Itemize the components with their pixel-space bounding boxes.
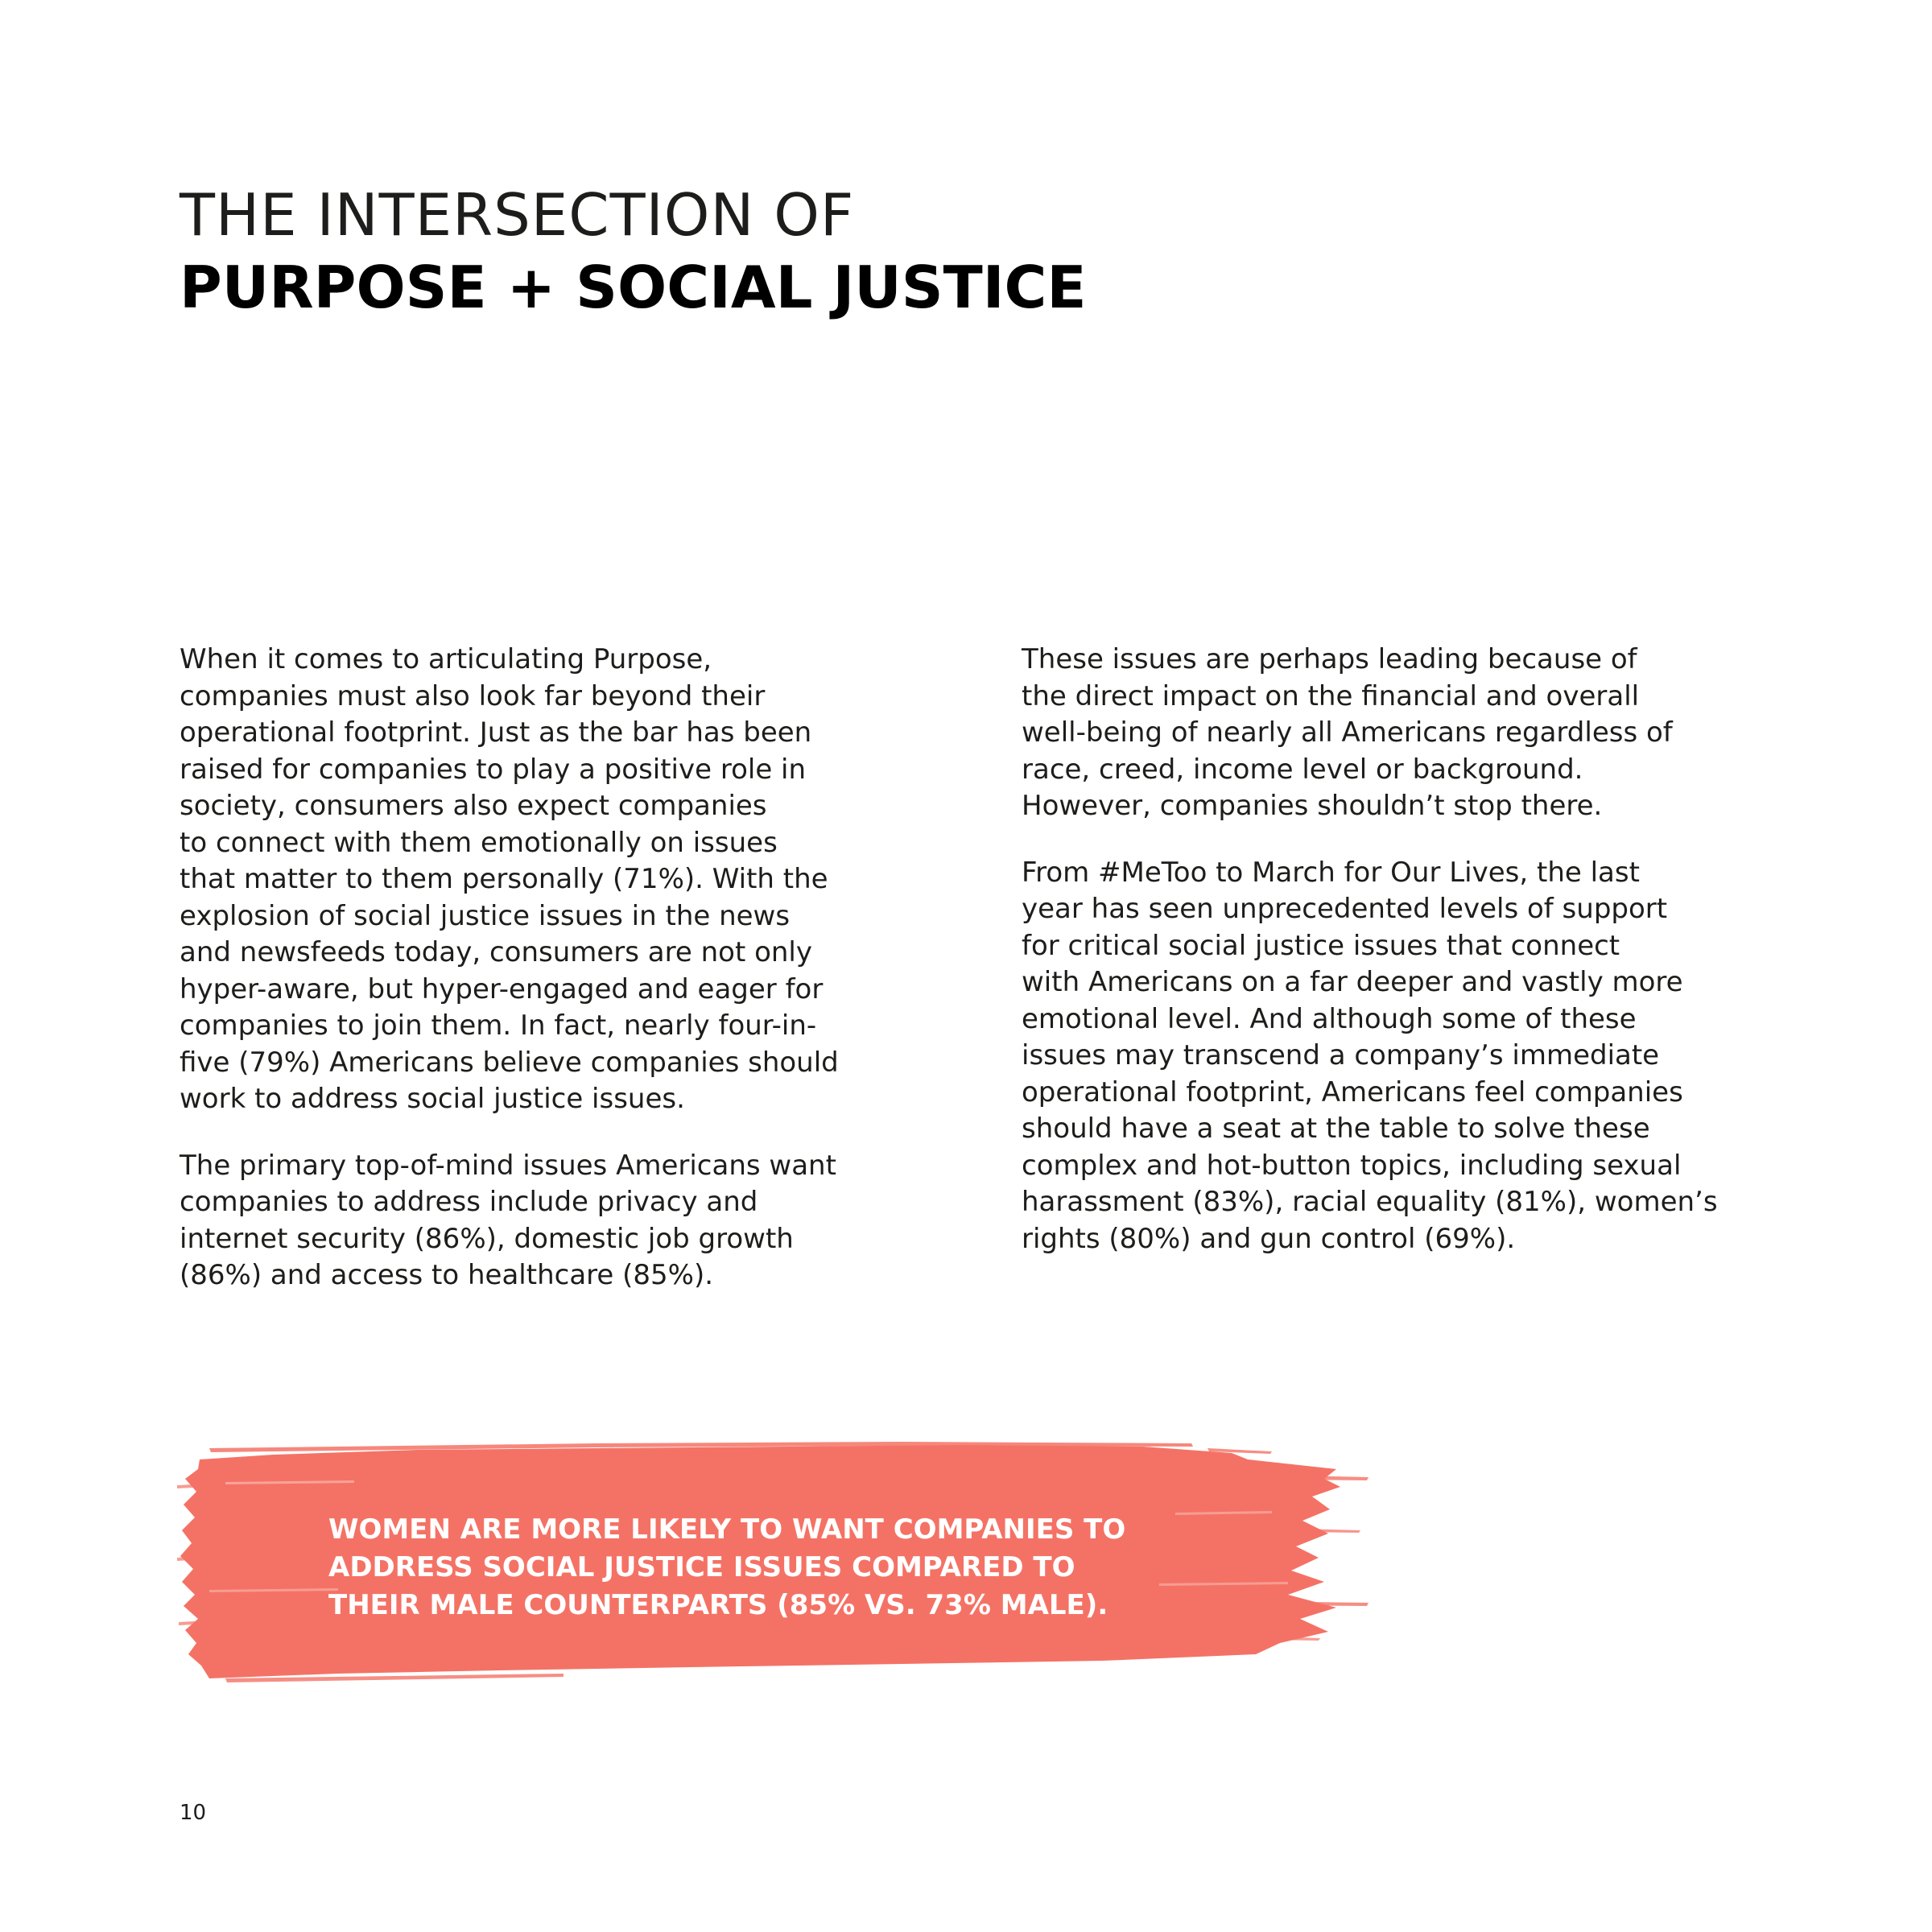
text-line: companies must also look far beyond their (180, 679, 766, 712)
left-paragraph-2 (180, 1148, 920, 1294)
text-line: emotional level. And although some of these (1022, 1002, 1637, 1035)
text-line: for critical social justice issues that connect (1022, 929, 1620, 962)
text-line: five (79%) Americans believe companies should (180, 1046, 839, 1079)
right-paragraph-1 (1022, 642, 1778, 825)
text-line: companies to address include privacy and (180, 1186, 758, 1218)
text-line: harassment (83%), racial equality (81%), women’s (1022, 1186, 1718, 1218)
text-line: companies to join them. In fact, nearly four-in- (180, 1009, 817, 1042)
text-line: with Americans on a far deeper and vastly more (1022, 966, 1683, 998)
text-line: and newsfeeds today, consumers are not only (180, 936, 813, 968)
text-line: When it comes to articulating Purpose, (180, 643, 712, 675)
text-line: explosion of social justice issues in the news (180, 899, 791, 932)
text-line: complex and hot-button topics, including sexual (1022, 1149, 1682, 1182)
callout-line: THEIR MALE COUNTERPARTS (85% VS. 73% MALE). (328, 1589, 1108, 1621)
callout-banner (177, 1437, 1368, 1686)
callout-text (328, 1511, 1294, 1624)
text-line: The primary top-of-mind issues Americans want (180, 1149, 836, 1182)
callout-line: WOMEN ARE MORE LIKELY TO WANT COMPANIES TO (328, 1513, 1126, 1546)
text-line: raised for companies to play a positive role in (180, 753, 807, 786)
text-line: race, creed, income level or background. (1022, 753, 1583, 786)
text-line: However, companies shouldn’t stop there. (1022, 790, 1603, 822)
text-line: work to address social justice issues. (180, 1083, 685, 1115)
text-line: These issues are perhaps leading because of (1022, 643, 1637, 675)
text-line: internet security (86%), domestic job growth (180, 1222, 794, 1255)
callout-line: ADDRESS SOCIAL JUSTICE ISSUES COMPARED TO (328, 1551, 1075, 1583)
right-paragraph-2 (1022, 855, 1778, 1258)
text-line: should have a seat at the table to solve these (1022, 1113, 1650, 1145)
page-title (180, 179, 1790, 324)
text-line: well-being of nearly all Americans regardless of (1022, 716, 1673, 749)
left-column (180, 642, 920, 1324)
text-line: that matter to them personally (71%). With the (180, 863, 828, 895)
text-line: society, consumers also expect companies (180, 790, 767, 822)
text-line: to connect with them emotionally on issues (180, 826, 778, 859)
title-line-2: PURPOSE + SOCIAL JUSTICE (180, 254, 1087, 321)
text-line: the direct impact on the financial and overall (1022, 679, 1640, 712)
text-line: operational footprint, Americans feel companies (1022, 1075, 1683, 1108)
right-column (1022, 642, 1778, 1287)
text-line: rights (80%) and gun control (69%). (1022, 1222, 1516, 1255)
text-line: issues may transcend a company’s immediate (1022, 1039, 1660, 1071)
text-line: hyper-aware, but hyper-engaged and eager for (180, 972, 824, 1005)
page-number: 10 (180, 1801, 207, 1825)
text-line: From #MeToo to March for Our Lives, the last (1022, 856, 1640, 889)
text-line: operational footprint. Just as the bar has been (180, 716, 812, 749)
text-line: year has seen unprecedented levels of support (1022, 893, 1668, 925)
text-line: (86%) and access to healthcare (85%). (180, 1259, 714, 1291)
title-line-1: THE INTERSECTION OF (180, 181, 855, 249)
left-paragraph-1 (180, 642, 920, 1118)
